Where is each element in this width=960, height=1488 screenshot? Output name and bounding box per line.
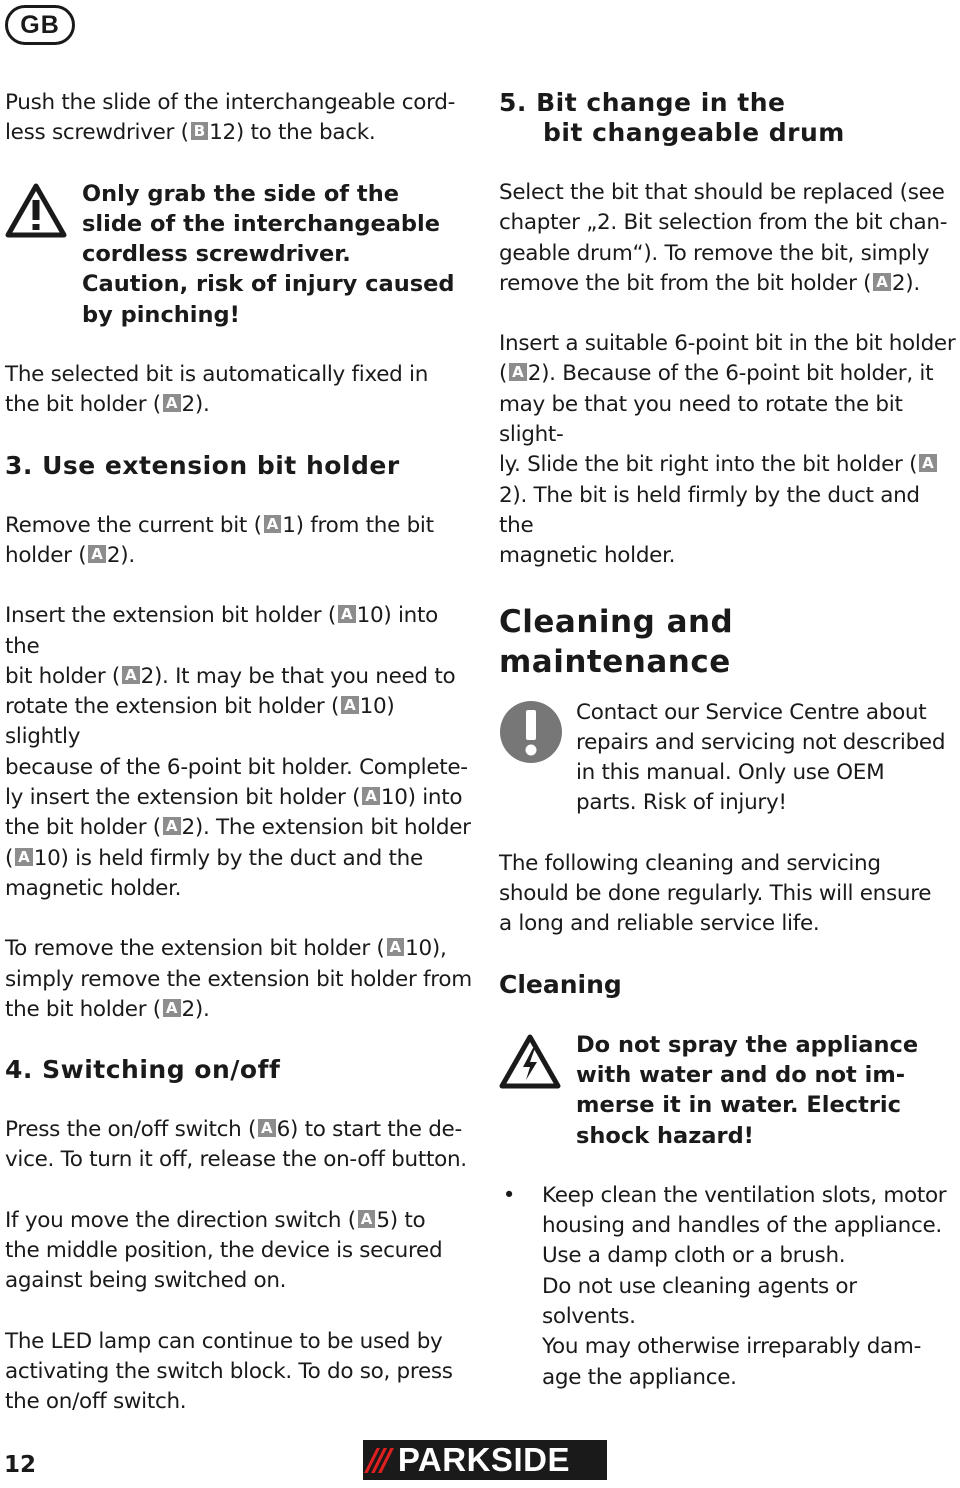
paragraph-fixed: The selected bit is automatically fixed in the bit holder ( A 2). [5, 362, 429, 418]
warning-pinching [5, 179, 475, 330]
country-badge: GB [5, 5, 75, 45]
paragraph-led-lamp: The LED lamp can continue to be used by activating the switch block. To do so, press the on/off switch. [5, 1328, 453, 1415]
paragraph-select-bit: Select the bit that should be replaced (see chapter „2. Bit selection from the bit chan- geable drum“). To remove the bit, simply remove the bit from the bit holder ( A 2). [499, 180, 948, 296]
cleaning-list [499, 1181, 957, 1393]
note-service-text: Contact our Service Centre about repairs and servicing not described in this manual. Only use OEM parts. Risk of injury! [576, 699, 946, 816]
bullet: • [502, 1182, 516, 1208]
warning-pinching-text: Only grab the side of the slide of the interchangeable cordless screwdriver. Caution, risk of injury caused by pinching! [82, 180, 455, 328]
paragraph-press-switch: Press the on/off switch ( A 6) to start the de- vice. To turn it off, release the on-off button. [5, 1117, 467, 1173]
electric-shock-triangle-icon [499, 1034, 561, 1090]
list-item: • Keep clean the ventilation slots, motor housing and handles of the appliance. Use a damp cloth or a brush. Do not use cleaning agents or solvents. You may otherwise irreparably dam- age the appliance. [499, 1181, 957, 1393]
cleaning-subtitle: Cleaning [499, 969, 622, 999]
section-3-title: 3. Use extension bit holder [5, 450, 400, 480]
note-service-centre [499, 698, 957, 819]
warning-water-text: Do not spray the appliance with water and do not im- merse it in water. Electric shock hazard! [576, 1031, 919, 1149]
paragraph-remove-current: Remove the current bit ( A 1) from the bit holder ( A 2). [5, 512, 434, 568]
exclamation-circle-icon [499, 700, 563, 764]
warning-water [499, 1030, 957, 1151]
logo-text: PARKSIDE [397, 1441, 570, 1478]
section-5-title: 5. Bit change in the bit changeable drum [499, 88, 845, 147]
warning-triangle-icon [5, 183, 67, 239]
paragraph-direction-switch: If you move the direction switch ( A 5) to the middle position, the device is secured against being switched on. [5, 1207, 443, 1294]
logo-stripes: /// [367, 1442, 388, 1478]
paragraph-following: The following cleaning and servicing should be done regularly. This will ensure a long and reliable service life. [499, 850, 932, 937]
page-number: 12 [4, 1452, 37, 1478]
right-column [499, 88, 957, 1393]
figure-ref-b: B [191, 122, 208, 140]
left-column [5, 88, 475, 1418]
section-4-title: 4. Switching on/off [5, 1055, 281, 1085]
parkside-logo [361, 1438, 609, 1482]
paragraph-remove-extension: To remove the extension bit holder ( A 10), simply remove the extension bit holder from the bit holder ( A 2). [5, 936, 472, 1022]
paragraph-push-slide: Push the slide of the interchangeable cord- less screwdriver ( B 12) to the back. [5, 90, 456, 146]
cleaning-maintenance-title: Cleaning and maintenance [499, 603, 734, 680]
paragraph-insert-extension: Insert the extension bit holder ( A 10) into the bit holder ( A 2). It may be that you need to rotate the extension bit holder ( A 10) slightly because of the 6-point bit holder. Complete- ly insert the extension bit holder ( A 10) into the bit holder ( A 2). The extension bit holder ( A 10) is held firmly by the duct and the magnetic holder. [5, 603, 471, 901]
paragraph-insert-bit: Insert a suitable 6-point bit in the bit holder ( A 2). Because of the 6-point bit holder, it may be that you need to rotate the bit slight- ly. Slide the bit right into the bit holder ( A 2). The bit is held firmly by the duct and the magnetic holder. [499, 331, 956, 569]
